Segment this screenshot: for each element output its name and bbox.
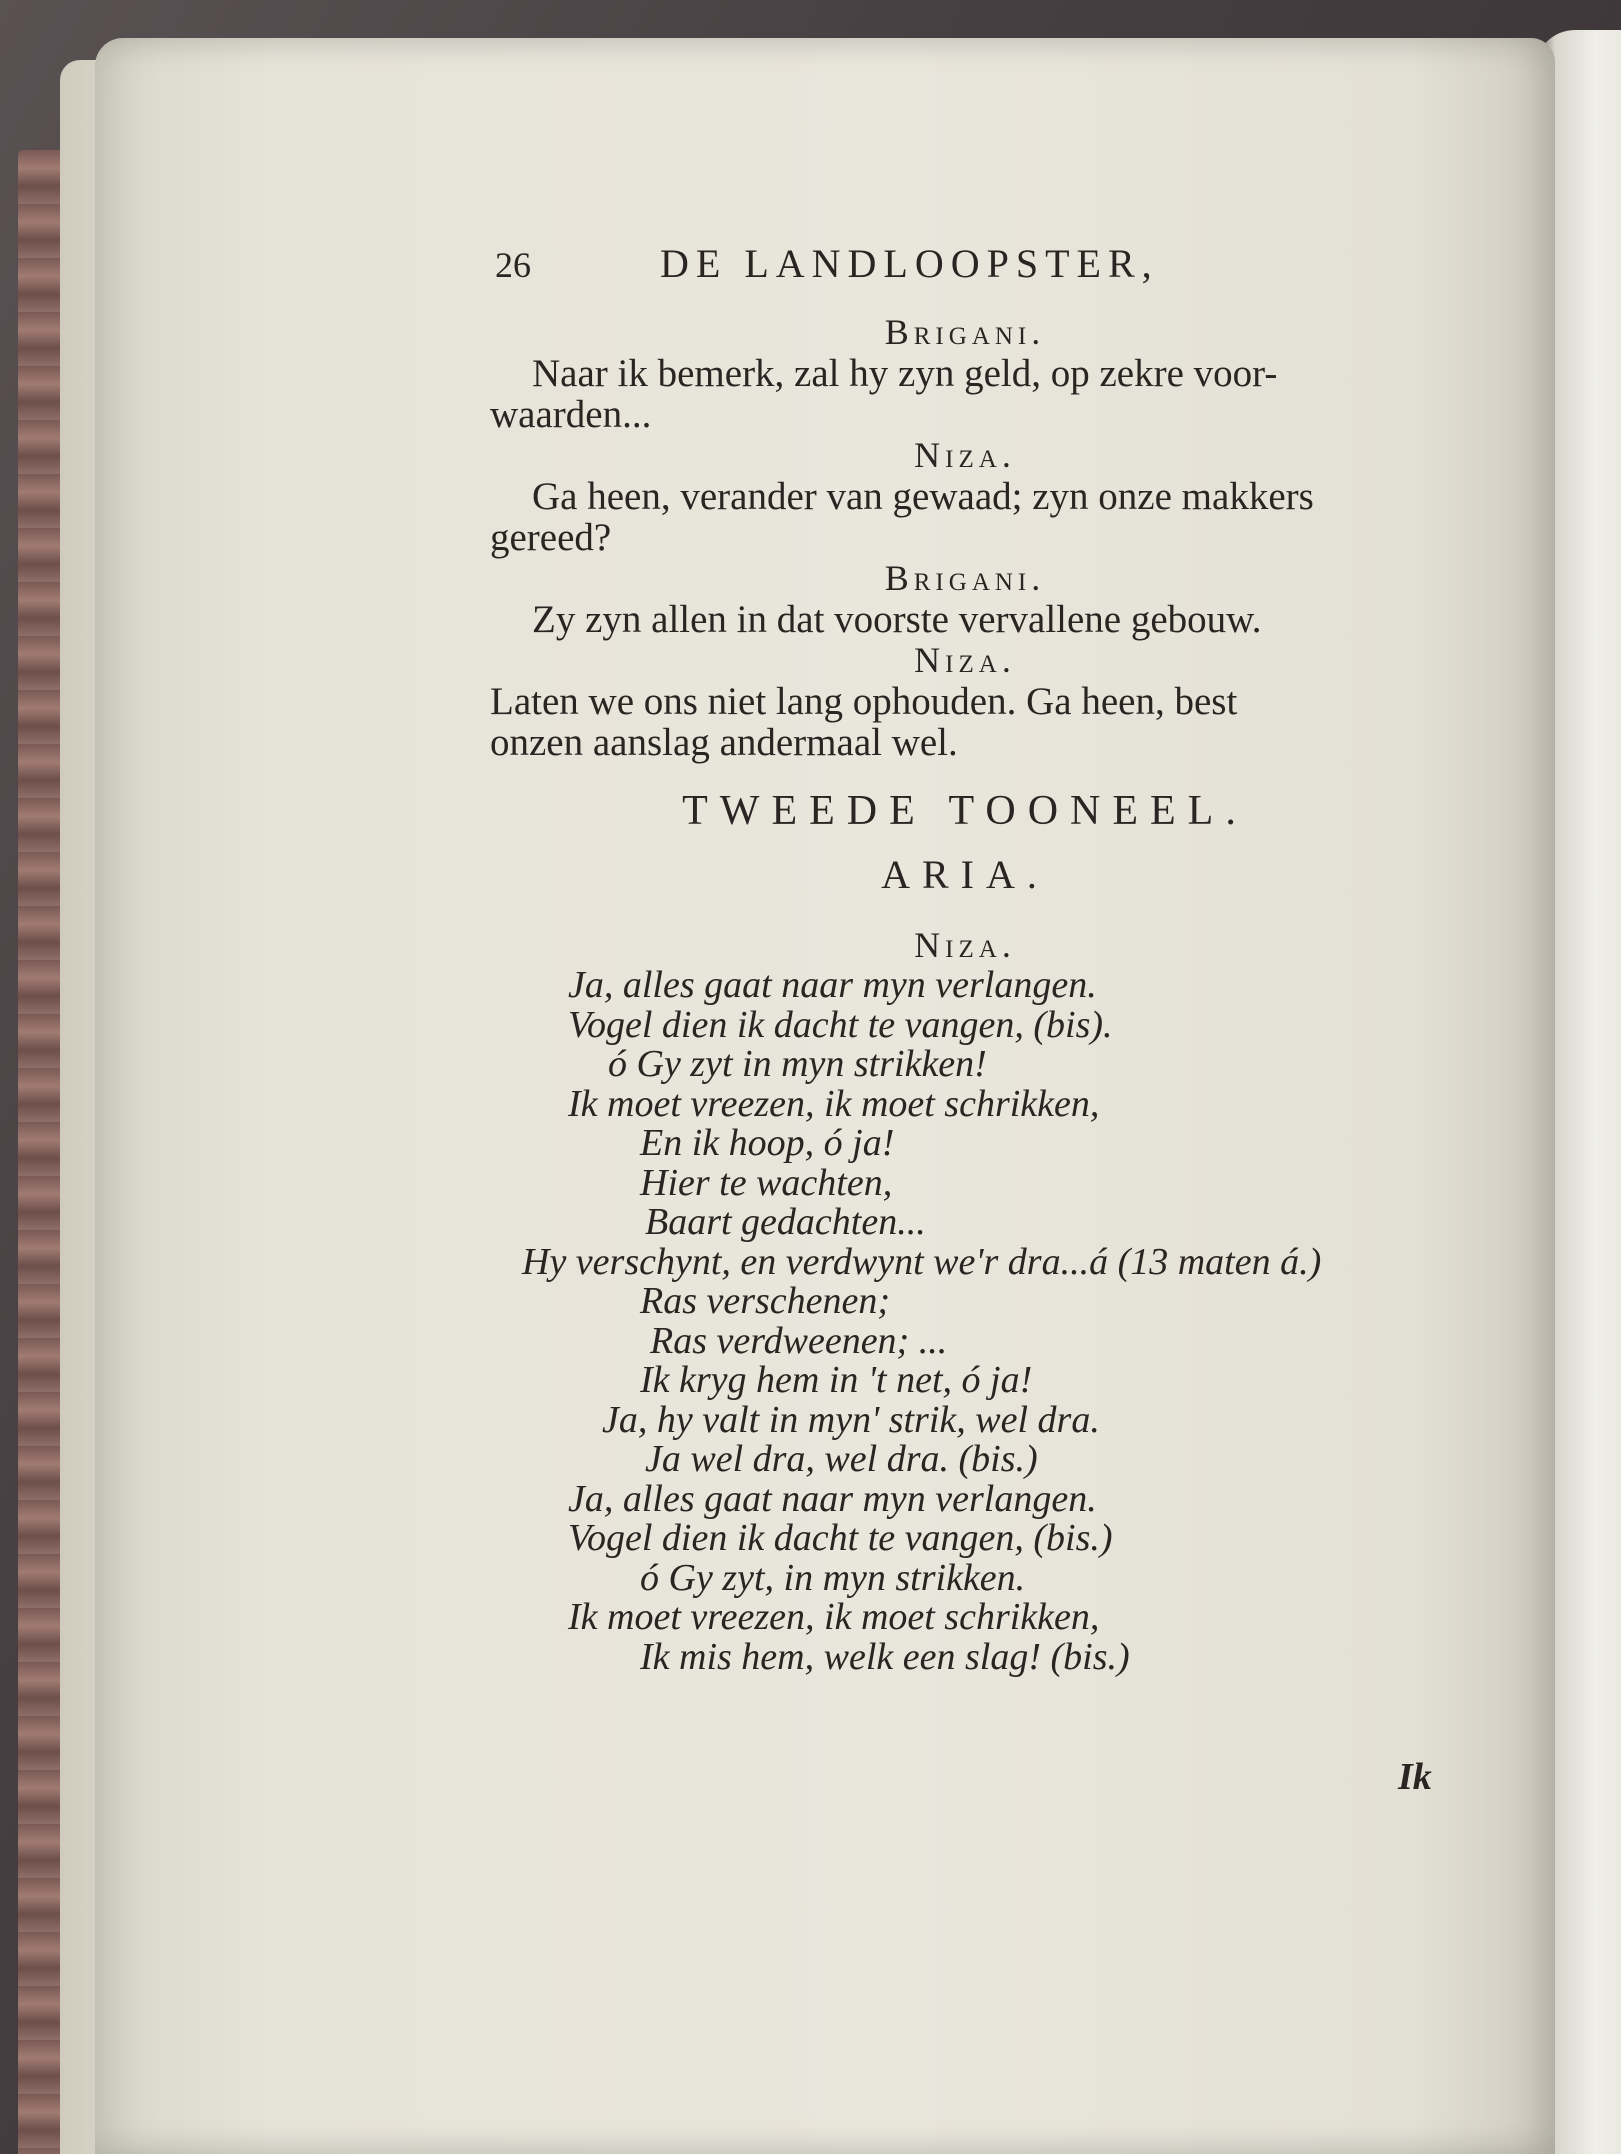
- speaker-name: Brigani.: [884, 312, 1046, 352]
- verse-line: Ja, alles gaat naar myn verlangen.: [568, 964, 1097, 1006]
- dialogue-line: Laten we ons niet lang ophouden. Ga heen, best: [490, 680, 1238, 723]
- dialogue-line: waarden...: [490, 393, 652, 436]
- scene-title: TWEEDE TOONEEL.: [682, 788, 1248, 834]
- dialogue-line: Zy zyn allen in dat voorste vervallene gebouw.: [532, 598, 1262, 641]
- verse-line: Ja, hy valt in myn' strik, wel dra.: [602, 1398, 1100, 1441]
- verse-line: Vogel dien ik dacht te vangen, (bis).: [568, 1003, 1113, 1046]
- dialogue-line: gereed?: [490, 516, 612, 559]
- dialogue-line: Ga heen, verander van gewaad; zyn onze makkers: [532, 475, 1314, 518]
- verse-line: Ik moet vreezen, ik moet schrikken,: [568, 1082, 1100, 1125]
- verse-line: Ik kryg hem in 't net, ó ja!: [640, 1359, 1033, 1401]
- aria-verse: [490, 966, 1440, 1677]
- dialogue-block: [490, 312, 1440, 763]
- verse-line: Ras verschenen;: [640, 1280, 891, 1322]
- verse-line: ó Gy zyt, in myn strikken.: [640, 1556, 1026, 1599]
- verse-line: Hier te wachten,: [640, 1161, 893, 1204]
- dialogue-line: Naar ik bemerk, zal hy zyn geld, op zekre voor-: [532, 352, 1278, 395]
- verse-line: Vogel dien ik dacht te vangen, (bis.): [568, 1517, 1113, 1559]
- dialogue-line: onzen aanslag andermaal wel.: [490, 721, 958, 764]
- page-number: 26: [495, 245, 531, 285]
- speaker-name: Brigani.: [884, 558, 1046, 598]
- speaker-name: Niza.: [914, 640, 1016, 680]
- running-head: DE LANDLOOPSTER,: [660, 241, 1159, 286]
- verse-line: Ja wel dra, wel dra. (bis.): [645, 1438, 1038, 1480]
- verse-line: En ik hoop, ó ja!: [640, 1122, 895, 1164]
- verse-line: Ja, alles gaat naar myn verlangen.: [568, 1477, 1097, 1520]
- verse-line: ó Gy zyt in myn strikken!: [608, 1043, 987, 1085]
- page-text: [490, 312, 1440, 1677]
- speaker-name: Niza.: [914, 435, 1016, 475]
- verse-line: Hy verschynt, en verdwynt we'r dra...á (13 maten á.): [522, 1240, 1322, 1283]
- page-header: [495, 240, 1345, 290]
- aria-title: ARIA.: [881, 852, 1049, 897]
- verse-line: Baart gedachten...: [645, 1201, 926, 1243]
- catchword: Ik: [1398, 1756, 1432, 1798]
- aria-speaker: Niza.: [914, 925, 1016, 965]
- verse-line: Ik mis hem, welk een slag! (bis.): [640, 1635, 1130, 1678]
- verse-line: Ik moet vreezen, ik moet schrikken,: [568, 1596, 1100, 1638]
- verse-line: Ras verdweenen; ...: [650, 1319, 948, 1362]
